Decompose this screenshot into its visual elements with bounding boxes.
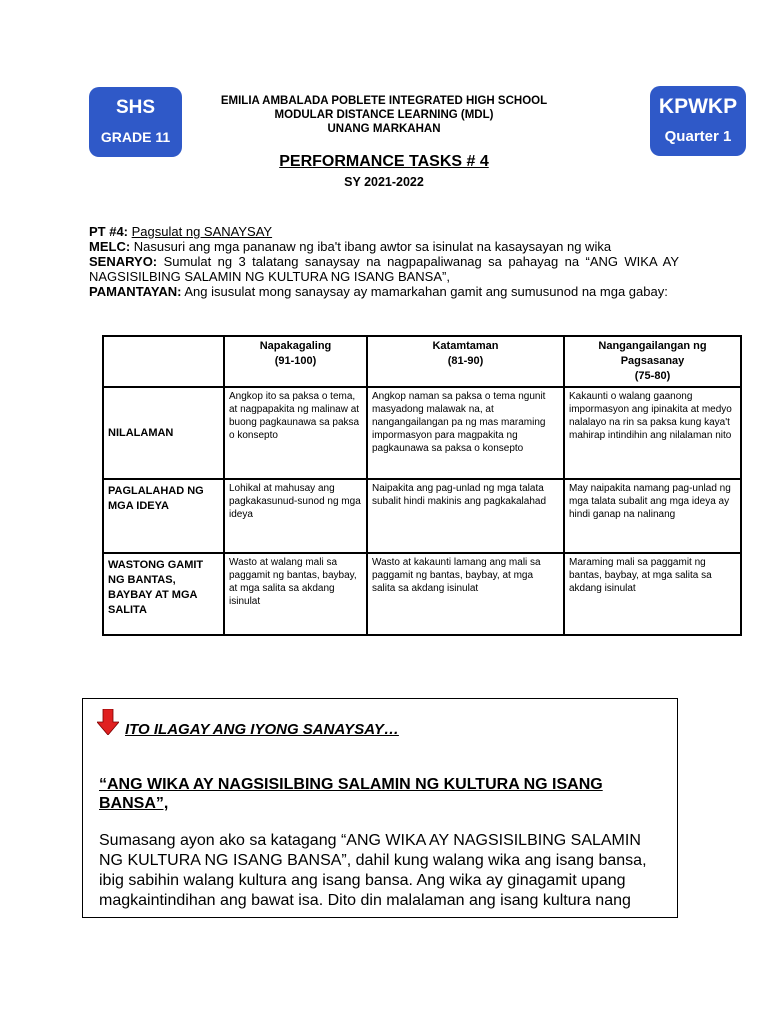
table-row	[103, 387, 741, 479]
rubric-header-katamtaman: Katamtaman (81-90)	[367, 336, 564, 387]
page-title: PERFORMANCE TASKS # 4	[279, 153, 489, 170]
badge-grade-label: GRADE 11	[100, 129, 171, 145]
rubric-table	[102, 335, 742, 636]
senaryo-line	[89, 254, 679, 284]
badge-subject-label: KPWKP	[658, 95, 738, 118]
pt-label: PT #4:	[89, 224, 129, 239]
rubric-cell: Kakaunti o walang gaanong impormasyon ang ipinakita at medyo nalalayo na rin sa paksa kung kaya't mahirap intindihin ang nilalaman nito	[564, 387, 741, 479]
rubric-header-nangangailangan: Nangangailangan ng Pagsasanay (75-80)	[564, 336, 741, 387]
shs-grade-badge	[89, 87, 182, 157]
essay-instruction: ITO ILAGAY ANG IYONG SANAYSAY…	[125, 721, 399, 738]
criterion-paglalahad: PAGLALAHAD NG MGA IDEYA	[103, 479, 224, 553]
senaryo-value: Sumulat ng 3 talatang sanaysay na nagpapaliwanag sa pahayag na “ANG WIKA AY NAGSISILBING SALAMIN NG KULTURA NG ISANG BANSA”,	[89, 254, 679, 284]
pt-line	[89, 224, 679, 239]
rubric-cell: Maraming mali sa paggamit ng bantas, baybay, at mga salita sa akdang isinulat	[564, 553, 741, 635]
melc-label: MELC:	[89, 239, 131, 254]
rubric-cell: Angkop ito sa paksa o tema, at nagpapakita ng malinaw at buong pagkaunawa sa paksa o konsepto	[224, 387, 367, 479]
criterion-wastong-gamit: WASTONG GAMIT NG BANTAS, BAYBAY AT MGA SALITA	[103, 553, 224, 635]
subject-quarter-badge	[650, 86, 746, 156]
badge-shs-label: SHS	[115, 97, 156, 118]
essay-title: “ANG WIKA AY NAGSISILBING SALAMIN NG KULTURA NG ISANG BANSA”,	[99, 776, 603, 812]
rubric-header-row	[103, 336, 741, 387]
melc-line	[89, 239, 679, 254]
table-row	[103, 553, 741, 635]
rubric-header-empty	[103, 336, 224, 387]
pt-value: Pagsulat ng SANAYSAY	[131, 224, 273, 239]
rubric-cell: Lohikal at mahusay ang pagkakasunud-sunod ng mga ideya	[224, 479, 367, 553]
senaryo-label: SENARYO:	[89, 254, 158, 269]
rubric-cell: May naipakita namang pag-unlad ng mga talata subalit ang mga ideya ay hindi ganap na nalinang	[564, 479, 741, 553]
program-name: MODULAR DISTANCE LEARNING (MDL)	[274, 109, 494, 121]
essay-body: Sumasang ayon ako sa katagang “ANG WIKA AY NAGSISILBING SALAMIN NG KULTURA NG ISANG BANSA”, dahil kung walang wika ang isang bansa, ibig sabihin walang kultura ang isang bansa. Ang wika ay ginagamit upang magkaintindihan ang bawat isa. Dito din malalaman ang isang kultura nang	[99, 832, 647, 909]
rubric-cell: Angkop naman sa paksa o tema ngunit masyadong malawak na, at nangangailangan pa ng mas maraming impormasyon para magpakita ng pagkaunawa sa paksa o konsepto	[367, 387, 564, 479]
badge-quarter-label: Quarter 1	[664, 128, 732, 145]
rubric-header-napakagaling: Napakagaling (91-100)	[224, 336, 367, 387]
rubric-cell: Naipakita ang pag-unlad ng mga talata subalit hindi makinis ang pagkakalahad	[367, 479, 564, 553]
melc-value: Nasusuri ang mga pananaw ng iba't ibang awtor sa isinulat na kasaysayan ng wika	[133, 239, 612, 254]
task-info	[89, 224, 679, 299]
table-row	[103, 479, 741, 553]
school-year: SY 2021-2022	[344, 175, 424, 189]
school-name: EMILIA AMBALADA POBLETE INTEGRATED HIGH SCHOOL	[220, 95, 548, 107]
school-header	[186, 94, 582, 136]
rubric-cell: Wasto at walang mali sa paggamit ng bantas, baybay, at mga salita sa akdang isinulat	[224, 553, 367, 635]
arrow-down-icon	[97, 709, 119, 735]
quarter-name: UNANG MARKAHAN	[327, 123, 441, 135]
rubric-cell: Wasto at kakaunti lamang ang mali sa paggamit ng bantas, baybay, at mga salita sa akdang isinulat	[367, 553, 564, 635]
essay-box	[82, 698, 678, 918]
pamantayan-line	[89, 284, 679, 299]
pamantayan-value: Ang isusulat mong sanaysay ay mamarkahan gamit ang sumusunod na mga gabay:	[184, 284, 668, 299]
criterion-nilalaman: NILALAMAN	[103, 387, 224, 479]
pamantayan-label: PAMANTAYAN:	[89, 284, 182, 299]
